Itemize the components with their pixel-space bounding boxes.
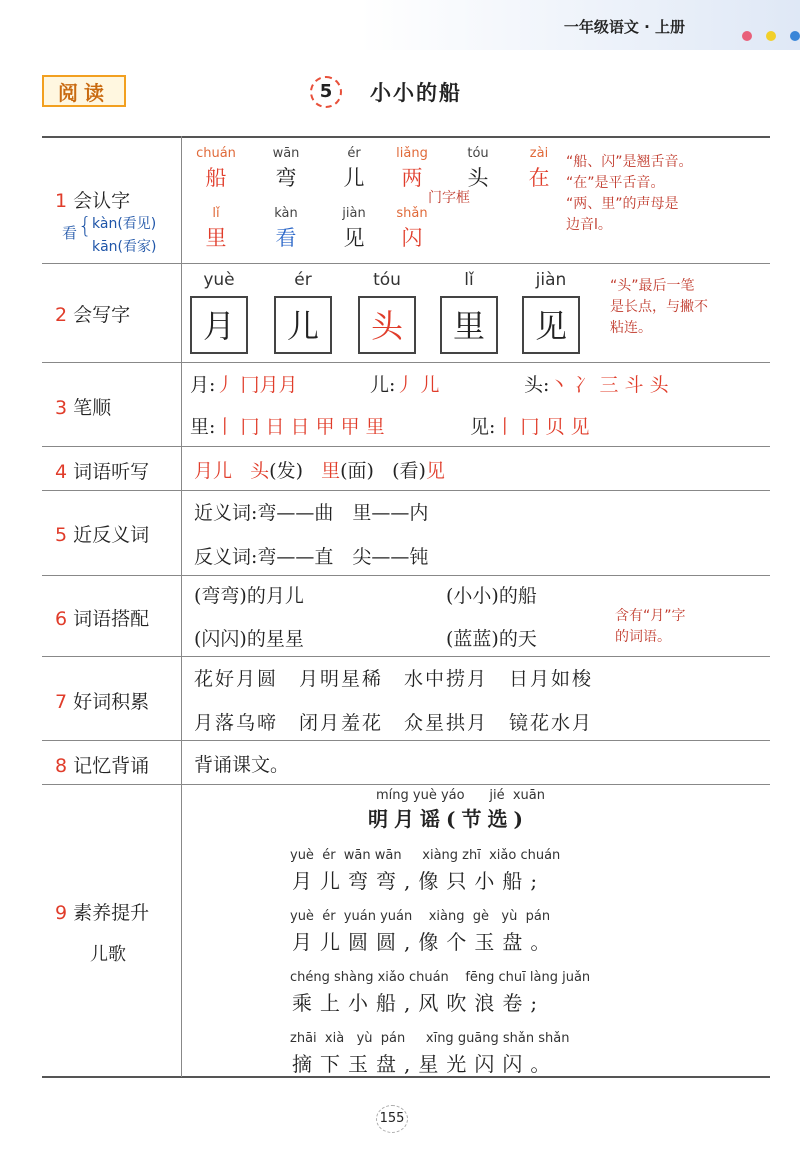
char-0: 船 xyxy=(205,166,227,190)
write-char: 月 xyxy=(192,298,246,352)
synonyms: 近义词:弯——曲 里——内 xyxy=(194,502,429,524)
row-label-1: 1 会认字 xyxy=(55,190,131,212)
nursery-rhyme-label: 儿歌 xyxy=(90,944,126,965)
stroke-order-li: 里:丨 冂 日 日 甲 甲 里 xyxy=(190,416,385,438)
pinyin-label: liǎng xyxy=(396,146,428,161)
lesson-number: 5 xyxy=(310,76,342,108)
pinyin-label: shǎn xyxy=(396,206,428,221)
note-line: “头”最后一笔 xyxy=(610,278,695,294)
lesson-title: 小小的船 xyxy=(370,81,462,105)
row-divider xyxy=(42,784,770,785)
book-title: 一年级语文 · 上册 xyxy=(563,18,685,36)
pinyin-label: kàn xyxy=(274,206,298,221)
char-5: 在 xyxy=(528,166,550,190)
poem-pinyin: chéng shàng xiǎo chuán fēng chuī làng juǎn xyxy=(290,970,591,985)
write-char: 儿 xyxy=(276,298,330,352)
poem-title-pinyin: míng yuè yáo jié xuān xyxy=(376,788,545,803)
moon-word-note xyxy=(615,606,686,648)
note-line: 边音l。 xyxy=(566,217,612,233)
note-line: 的词语。 xyxy=(615,629,671,645)
pinyin-label: lǐ xyxy=(464,270,474,290)
writing-grid-box xyxy=(440,296,498,354)
kan-note-1: kàn(看见) xyxy=(92,216,157,232)
row-divider xyxy=(42,263,770,264)
note-line: “两、里”的声母是 xyxy=(566,196,679,212)
row-label-5: 5 近反义词 xyxy=(55,524,150,546)
row-label-9: 9 素养提升 xyxy=(55,902,150,924)
pinyin-label: zài xyxy=(529,146,549,161)
note-line: 是长点，与撇不 xyxy=(610,299,708,315)
pinyin-label: tóu xyxy=(373,270,401,290)
char-2: 儿 xyxy=(343,166,365,190)
stroke-order-er: 儿:丿 儿 xyxy=(370,374,440,396)
dot-blue xyxy=(790,31,800,41)
write-char: 见 xyxy=(524,298,578,352)
row-label-8: 8 记忆背诵 xyxy=(55,755,150,777)
row-divider xyxy=(42,656,770,657)
pinyin-label: ér xyxy=(347,146,361,161)
char-b2: 见 xyxy=(343,226,365,250)
collocation-2: (小小)的船 xyxy=(446,585,537,607)
char-b1: 看 xyxy=(275,226,297,250)
collocation-3: (闪闪)的星星 xyxy=(194,628,304,650)
pronunciation-notes xyxy=(566,152,693,236)
char-1: 弯 xyxy=(275,166,297,190)
row-label-4: 4 词语听写 xyxy=(55,461,150,483)
brace-icon: { xyxy=(78,214,92,239)
pinyin-label: chuán xyxy=(196,146,236,161)
poem-pinyin: yuè ér wān wān xiàng zhī xiǎo chuán xyxy=(290,848,561,863)
note-line: 含有“月”字 xyxy=(615,608,686,624)
row-label-2: 2 会写字 xyxy=(55,304,131,326)
dot-yellow xyxy=(766,31,776,41)
poem-line: 摘下玉盘,星光闪闪。 xyxy=(292,1052,559,1076)
row-divider xyxy=(42,575,770,576)
char-3: 两 xyxy=(401,166,423,190)
door-radical-note: 门字框 xyxy=(428,190,470,206)
pinyin-label: ér xyxy=(294,270,312,290)
note-line: “船、闪”是翘舌音。 xyxy=(566,154,693,170)
recite-instruction: 背诵课文。 xyxy=(194,754,290,776)
poem-pinyin: yuè ér yuán yuán xiàng gè yù pán xyxy=(290,909,551,924)
page-number: 155 xyxy=(376,1105,408,1133)
good-words-line-2: 月落乌啼 闭月羞花 众星拱月 镜花水月 xyxy=(194,712,594,734)
table-top-border xyxy=(42,136,770,138)
note-line: “在”是平舌音。 xyxy=(566,175,665,191)
row-divider xyxy=(42,446,770,447)
stroke-order-tou: 头:丶 冫 三 斗 头 xyxy=(524,374,669,396)
row-divider xyxy=(42,740,770,741)
poem-line: 月儿弯弯,像只小船; xyxy=(292,869,546,893)
poem-line: 乘上小船,风吹浪卷; xyxy=(292,991,546,1015)
collocation-1: (弯弯)的月儿 xyxy=(194,585,304,607)
stroke-note xyxy=(610,276,708,339)
pinyin-label: wān xyxy=(272,146,300,161)
char-b3: 闪 xyxy=(401,226,423,250)
stroke-order-jian: 见:丨 冂 贝 见 xyxy=(470,416,590,438)
poem-title: 明月谣(节选) xyxy=(368,807,529,831)
writing-grid-box xyxy=(190,296,248,354)
reading-badge: 阅读 xyxy=(42,75,126,107)
row-label-6: 6 词语搭配 xyxy=(55,608,150,630)
pinyin-label: jiàn xyxy=(535,270,567,290)
poem-pinyin: zhāi xià yù pán xīng guāng shǎn shǎn xyxy=(290,1031,570,1046)
pinyin-label: tóu xyxy=(467,146,489,161)
dot-pink xyxy=(742,31,752,41)
char-b0: 里 xyxy=(205,226,227,250)
pinyin-label: yuè xyxy=(203,270,235,290)
pinyin-label: jiàn xyxy=(342,206,366,221)
stroke-order-yue: 月:丿 冂月月 xyxy=(190,374,298,396)
writing-grid-box xyxy=(358,296,416,354)
row-label-3: 3 笔顺 xyxy=(55,397,112,419)
writing-grid-box xyxy=(274,296,332,354)
row-label-7: 7 好词积累 xyxy=(55,691,150,713)
char-4: 头 xyxy=(467,166,489,190)
row-divider xyxy=(42,362,770,363)
dictation-words: 月儿 头(发) 里(面) (看)见 xyxy=(194,460,445,482)
poem-line: 月儿圆圆,像个玉盘。 xyxy=(292,930,559,954)
kan-brace-label: 看 xyxy=(62,224,78,242)
row-divider xyxy=(42,490,770,491)
write-char: 里 xyxy=(442,298,496,352)
kan-note-2: kān(看家) xyxy=(92,239,157,255)
writing-grid-box xyxy=(522,296,580,354)
pinyin-label: lǐ xyxy=(212,206,220,221)
note-line: 粘连。 xyxy=(610,320,652,336)
write-char: 头 xyxy=(360,298,414,352)
antonyms: 反义词:弯——直 尖——钝 xyxy=(194,546,429,568)
collocation-4: (蓝蓝)的天 xyxy=(446,628,537,650)
good-words-line-1: 花好月圆 月明星稀 水中捞月 日月如梭 xyxy=(194,668,594,690)
